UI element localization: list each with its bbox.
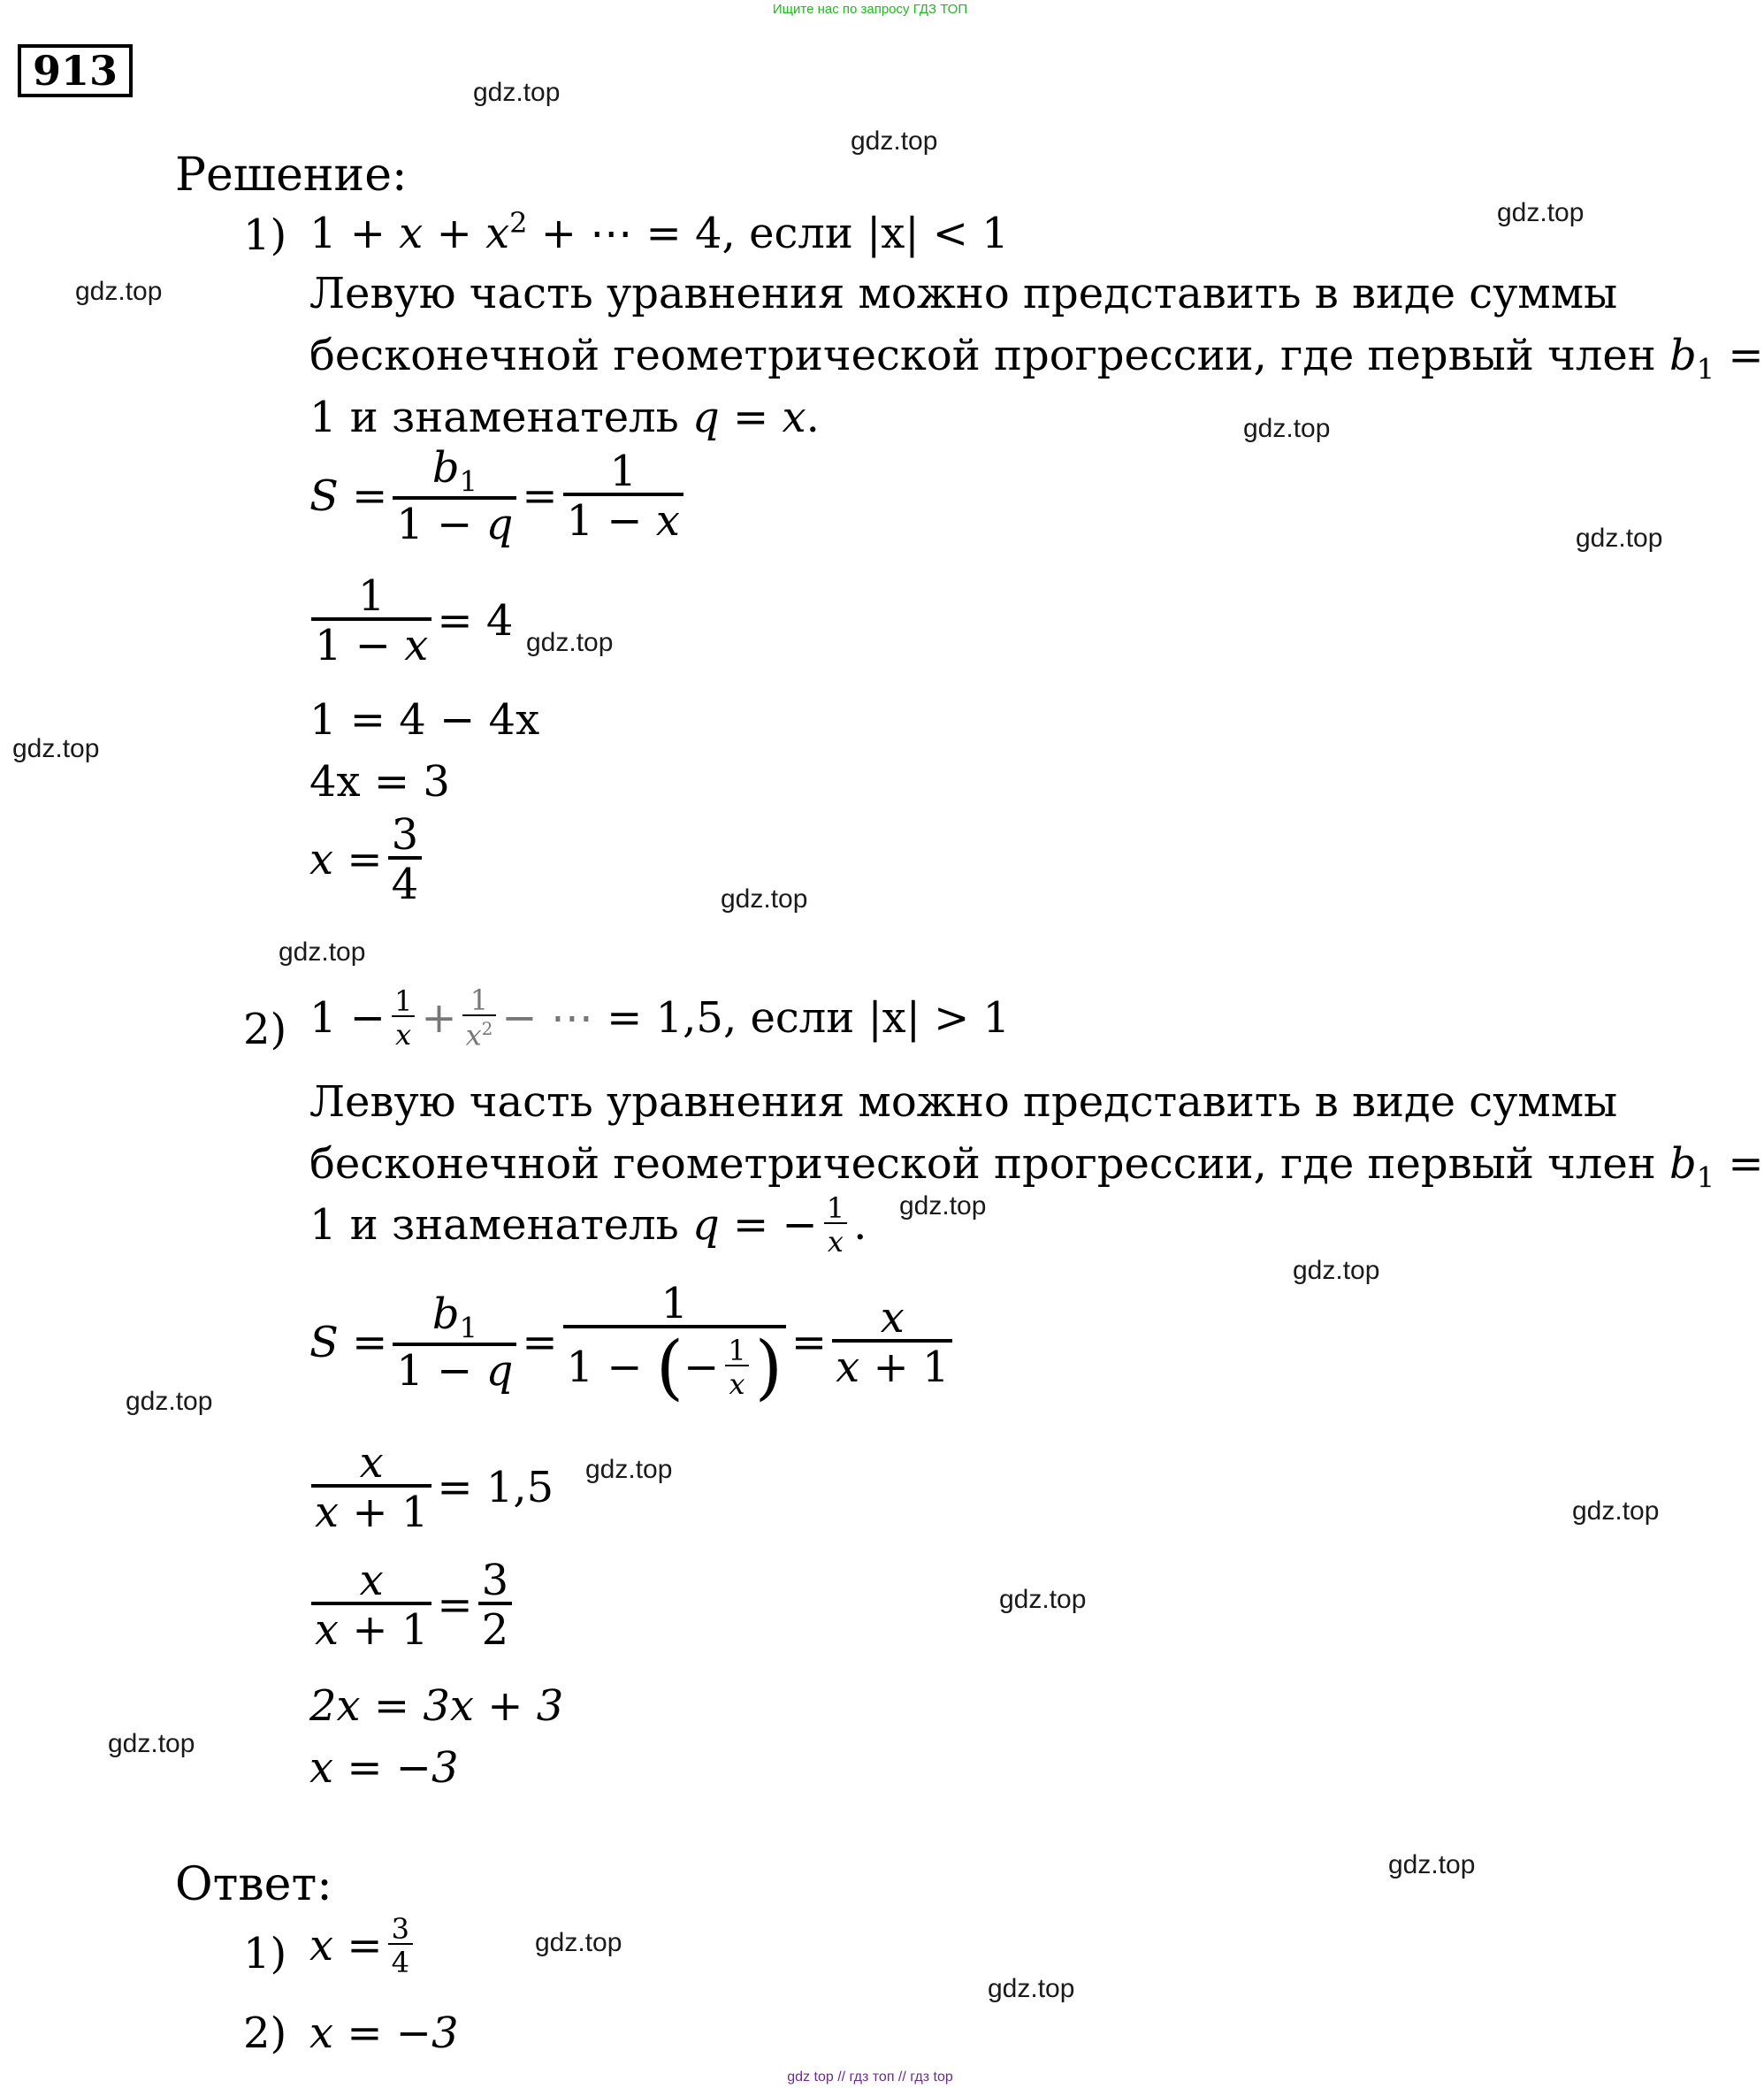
- part1-text-line1: Левую часть уравнения можно представить в виде суммы: [309, 269, 1618, 318]
- part1-solution: x = $\frac{3}{4}$: [309, 814, 427, 906]
- part2-equation-fraction: $\frac{x}{x + 1}$ = $\frac{3}{2}$: [306, 1559, 517, 1651]
- part1-sum-formula: S = $\frac{b_1}{1 - q}$ = $\frac{1}{1 - x}$: [309, 447, 689, 546]
- watermark: gdz.top: [75, 277, 163, 306]
- watermark: gdz.top: [721, 884, 808, 914]
- part2-condition-rest: = 1,5, если |x| > 1: [607, 992, 1011, 1043]
- watermark: gdz.top: [535, 1928, 622, 1957]
- answer2: x = −3: [309, 2009, 459, 2058]
- part2-text-line3: 1 и знаменатель: [309, 1200, 679, 1250]
- answer1-num: 3: [391, 1912, 409, 1946]
- watermark: gdz.top: [585, 1455, 673, 1484]
- watermark: gdz.top: [999, 1585, 1087, 1614]
- watermark: gdz.top: [1388, 1850, 1476, 1879]
- part2-condition: 1 − $\frac{1}{x}$ + $\frac{1}{x^2}$ − ⋯ = 1,5, если |x| > 1: [309, 983, 1011, 1052]
- watermark: gdz.top: [1293, 1256, 1380, 1285]
- watermark: gdz.top: [988, 1974, 1075, 2003]
- solution-heading: Решение:: [175, 149, 408, 202]
- watermark: gdz.top: [279, 937, 366, 967]
- watermark: gdz.top: [526, 628, 614, 657]
- answer2-label: 2): [243, 2009, 287, 2058]
- part1-eq-step2: 4x = 3: [309, 757, 450, 807]
- part2-text-line2-wrap: бесконечной геометрической прогрессии, где первый член $b_1$ =: [309, 1139, 1764, 1195]
- part1-text-line2-wrap: бесконечной геометрической прогрессии, где первый член $b_1$ =: [309, 331, 1764, 386]
- watermark: gdz.top: [473, 78, 561, 107]
- part1-solution-num: 3: [391, 810, 419, 860]
- part2-label: 2): [243, 1005, 287, 1054]
- part2-solution: x = −3: [309, 1743, 459, 1793]
- watermark: gdz.top: [1572, 1496, 1660, 1526]
- watermark: gdz.top: [1497, 198, 1585, 227]
- part2-sum-formula: S = $\frac{b_1}{1 - q}$ = 1 1 − ( − $\frac{1}{x}$ ) = $\frac{x}{x + 1}$: [309, 1282, 958, 1403]
- watermark: gdz.top: [1576, 524, 1663, 553]
- watermark: gdz.top: [126, 1387, 213, 1416]
- part2-text-line1: Левую часть уравнения можно представить в виде суммы: [309, 1077, 1618, 1127]
- part2-text-line2: бесконечной геометрической прогрессии, где первый член: [309, 1139, 1656, 1189]
- part1-solution-den: 4: [388, 856, 423, 906]
- watermark: gdz.top: [899, 1191, 987, 1220]
- part1-condition: $1 + x + x^2$ + ⋯ = 4, если |x| < 1: [309, 206, 1009, 258]
- part2-text-line3-wrap: 1 и знаменатель q = − $\frac{1}{x}$ .: [309, 1191, 867, 1259]
- answer1-label: 1): [243, 1929, 287, 1978]
- watermark: gdz.top: [108, 1729, 195, 1758]
- part1-label: 1): [243, 210, 287, 260]
- answer-heading: Ответ:: [175, 1858, 332, 1911]
- part2-frac-den: 2: [478, 1602, 513, 1651]
- part1-eq-step1: 1 = 4 − 4x: [309, 695, 540, 745]
- answer1: x = $\frac{3}{4}$: [309, 1915, 418, 1977]
- watermark: gdz.top: [851, 126, 938, 156]
- part1-equation: $\frac{1}{1 - x}$ = 4: [306, 575, 513, 667]
- part2-frac-num: 3: [481, 1556, 509, 1605]
- part1-text-line3-wrap: 1 и знаменатель q = x.: [309, 393, 820, 442]
- watermark: gdz.top: [12, 734, 100, 763]
- part1-text-line2: бесконечной геометрической прогрессии, где первый член: [309, 331, 1656, 380]
- footer-links: gdz top // гдз топ // гдз top: [787, 2070, 953, 2085]
- part1-condition-rest: = 4, если |x| < 1: [645, 209, 1009, 258]
- part2-equation-value: = 1,5: [437, 1463, 554, 1512]
- problem-number: 913: [18, 44, 133, 97]
- part2-equation: $\frac{x}{x + 1}$ = 1,5: [306, 1442, 554, 1534]
- top-banner: Ищите нас по запросу ГДЗ ТОП: [772, 2, 968, 17]
- answer1-den: 4: [388, 1943, 413, 1977]
- watermark: gdz.top: [1243, 414, 1331, 443]
- part2-eq-linear: 2x = 3x + 3: [309, 1681, 564, 1731]
- part1-text-line3: 1 и знаменатель: [309, 393, 679, 442]
